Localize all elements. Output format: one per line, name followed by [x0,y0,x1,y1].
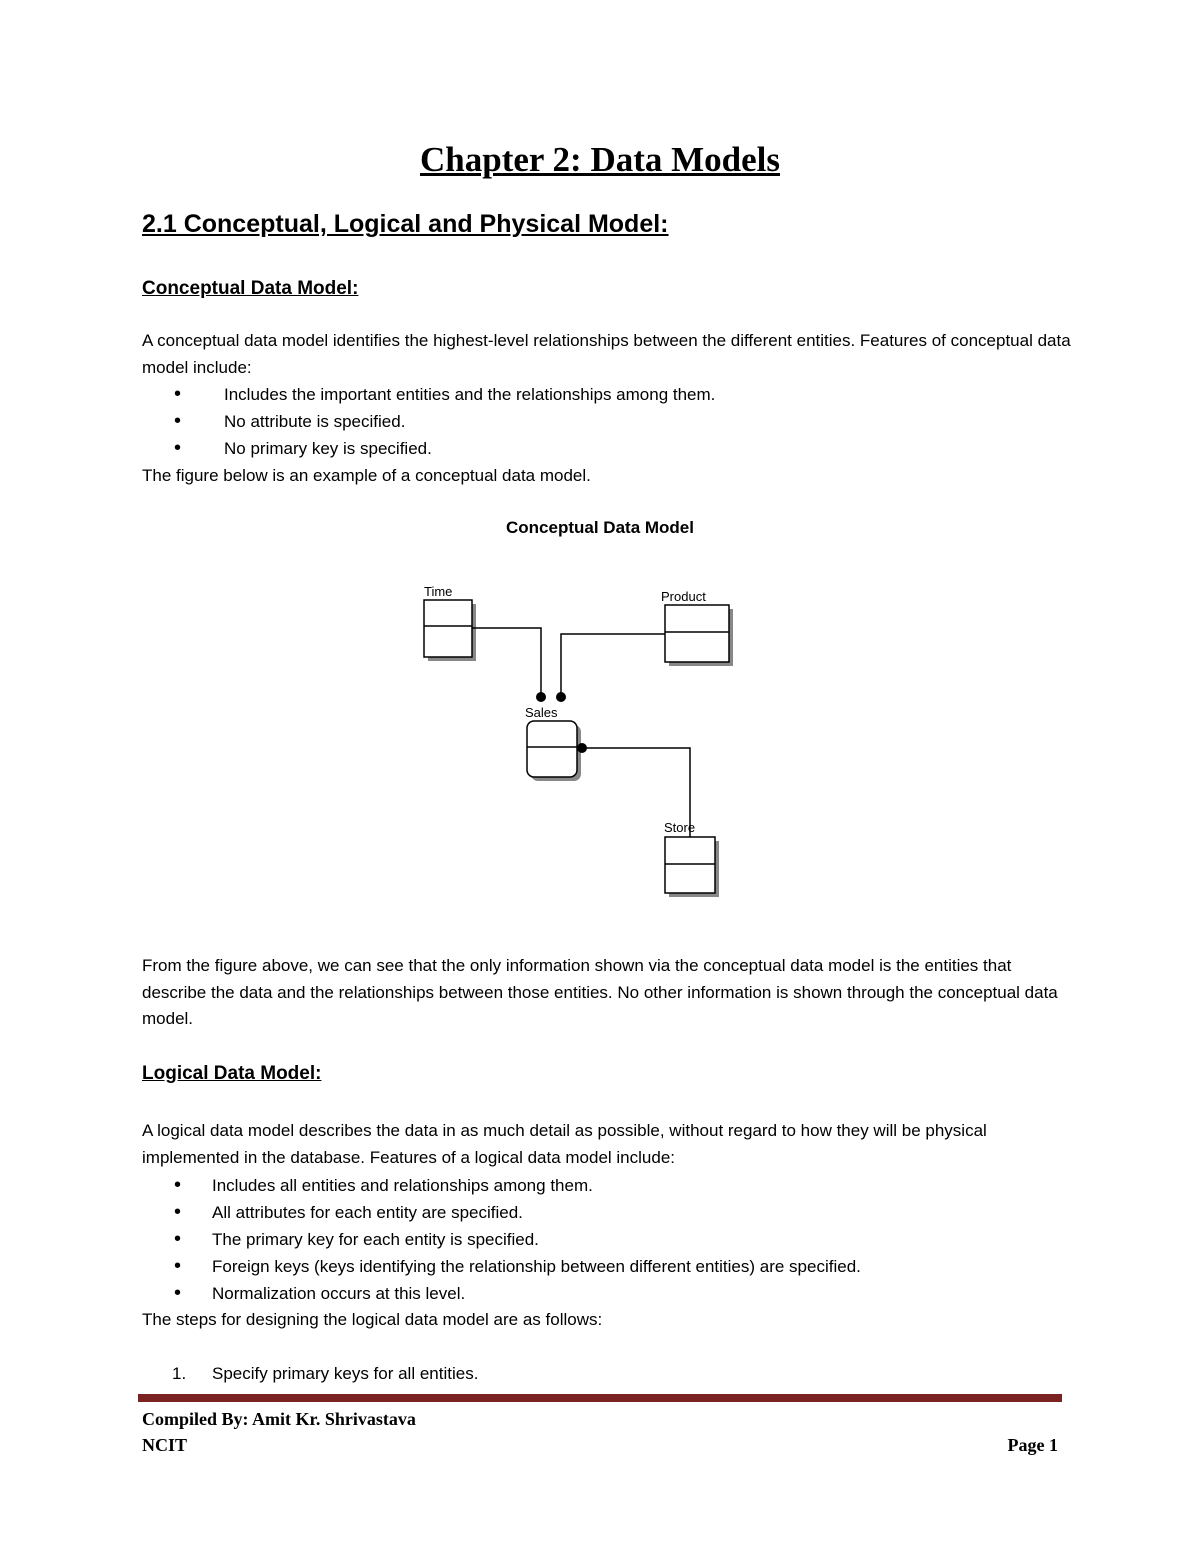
step-text: Specify primary keys for all entities. [212,1364,479,1383]
list-item: • Normalization occurs at this level. [172,1280,861,1307]
footer-page-number: Page 1 [1007,1435,1058,1455]
chapter-title: Chapter 2: Data Models [419,140,780,179]
list-item: • Includes the important entities and the relationships among them. [172,381,715,408]
step-number: 1. [172,1364,187,1383]
list-item: • Foreign keys (keys identifying the relationship between different entities) are specified. [172,1253,861,1280]
relationship-end-product-sales [556,692,566,702]
entity-sales [525,705,581,781]
figure-intro: The figure below is an example of a conceptual data model. [142,466,591,485]
logical-feature-list [172,1172,861,1307]
footer-compiled-by: Compiled By: Amit Kr. Shrivastava [142,1409,416,1429]
steps-list-item [172,1364,479,1384]
list-item: • The primary key for each entity is specified. [172,1226,861,1253]
figure-caption: Conceptual Data Model [506,518,694,537]
entity-store-label: Store [664,820,696,835]
list-item: • All attributes for each entity are specified. [172,1199,861,1226]
entity-store [664,820,719,897]
section-title: 2.1 Conceptual, Logical and Physical Model: [142,210,669,238]
conceptual-intro: A conceptual data model identifies the highest-level relationships between the different entities. Features of conceptual data model include: [142,331,1071,377]
conceptual-heading: Conceptual Data Model: [142,278,359,299]
relationship-end-time-sales [536,692,546,702]
steps-intro: The steps for designing the logical data model are as follows: [142,1310,603,1329]
logical-intro: A logical data model describes the data in as much detail as possible, without regard to how they will be physical implemented in the database. Features of a logical data model include: [142,1121,987,1167]
entity-product [661,589,733,666]
footer-divider [138,1394,1062,1402]
conceptual-feature-list [172,381,715,462]
list-item: • No primary key is specified. [172,435,715,462]
footer-institution: NCIT [142,1435,188,1455]
list-item: • Includes all entities and relationships among them. [172,1172,861,1199]
logical-heading: Logical Data Model: [142,1063,322,1084]
conceptual-diagram [410,575,750,905]
entity-sales-label: Sales [525,705,558,720]
figure-explanation: From the figure above, we can see that the only information shown via the conceptual data model is the entities that describe the data and the relationships between those entities. No other information is shown through the conceptual data model. [142,956,1058,1028]
list-item: • No attribute is specified. [172,408,715,435]
relationship-end-sales-store [577,743,587,753]
entity-product-label: Product [661,589,706,604]
entity-time-label: Time [424,584,453,599]
entity-time [424,584,476,661]
